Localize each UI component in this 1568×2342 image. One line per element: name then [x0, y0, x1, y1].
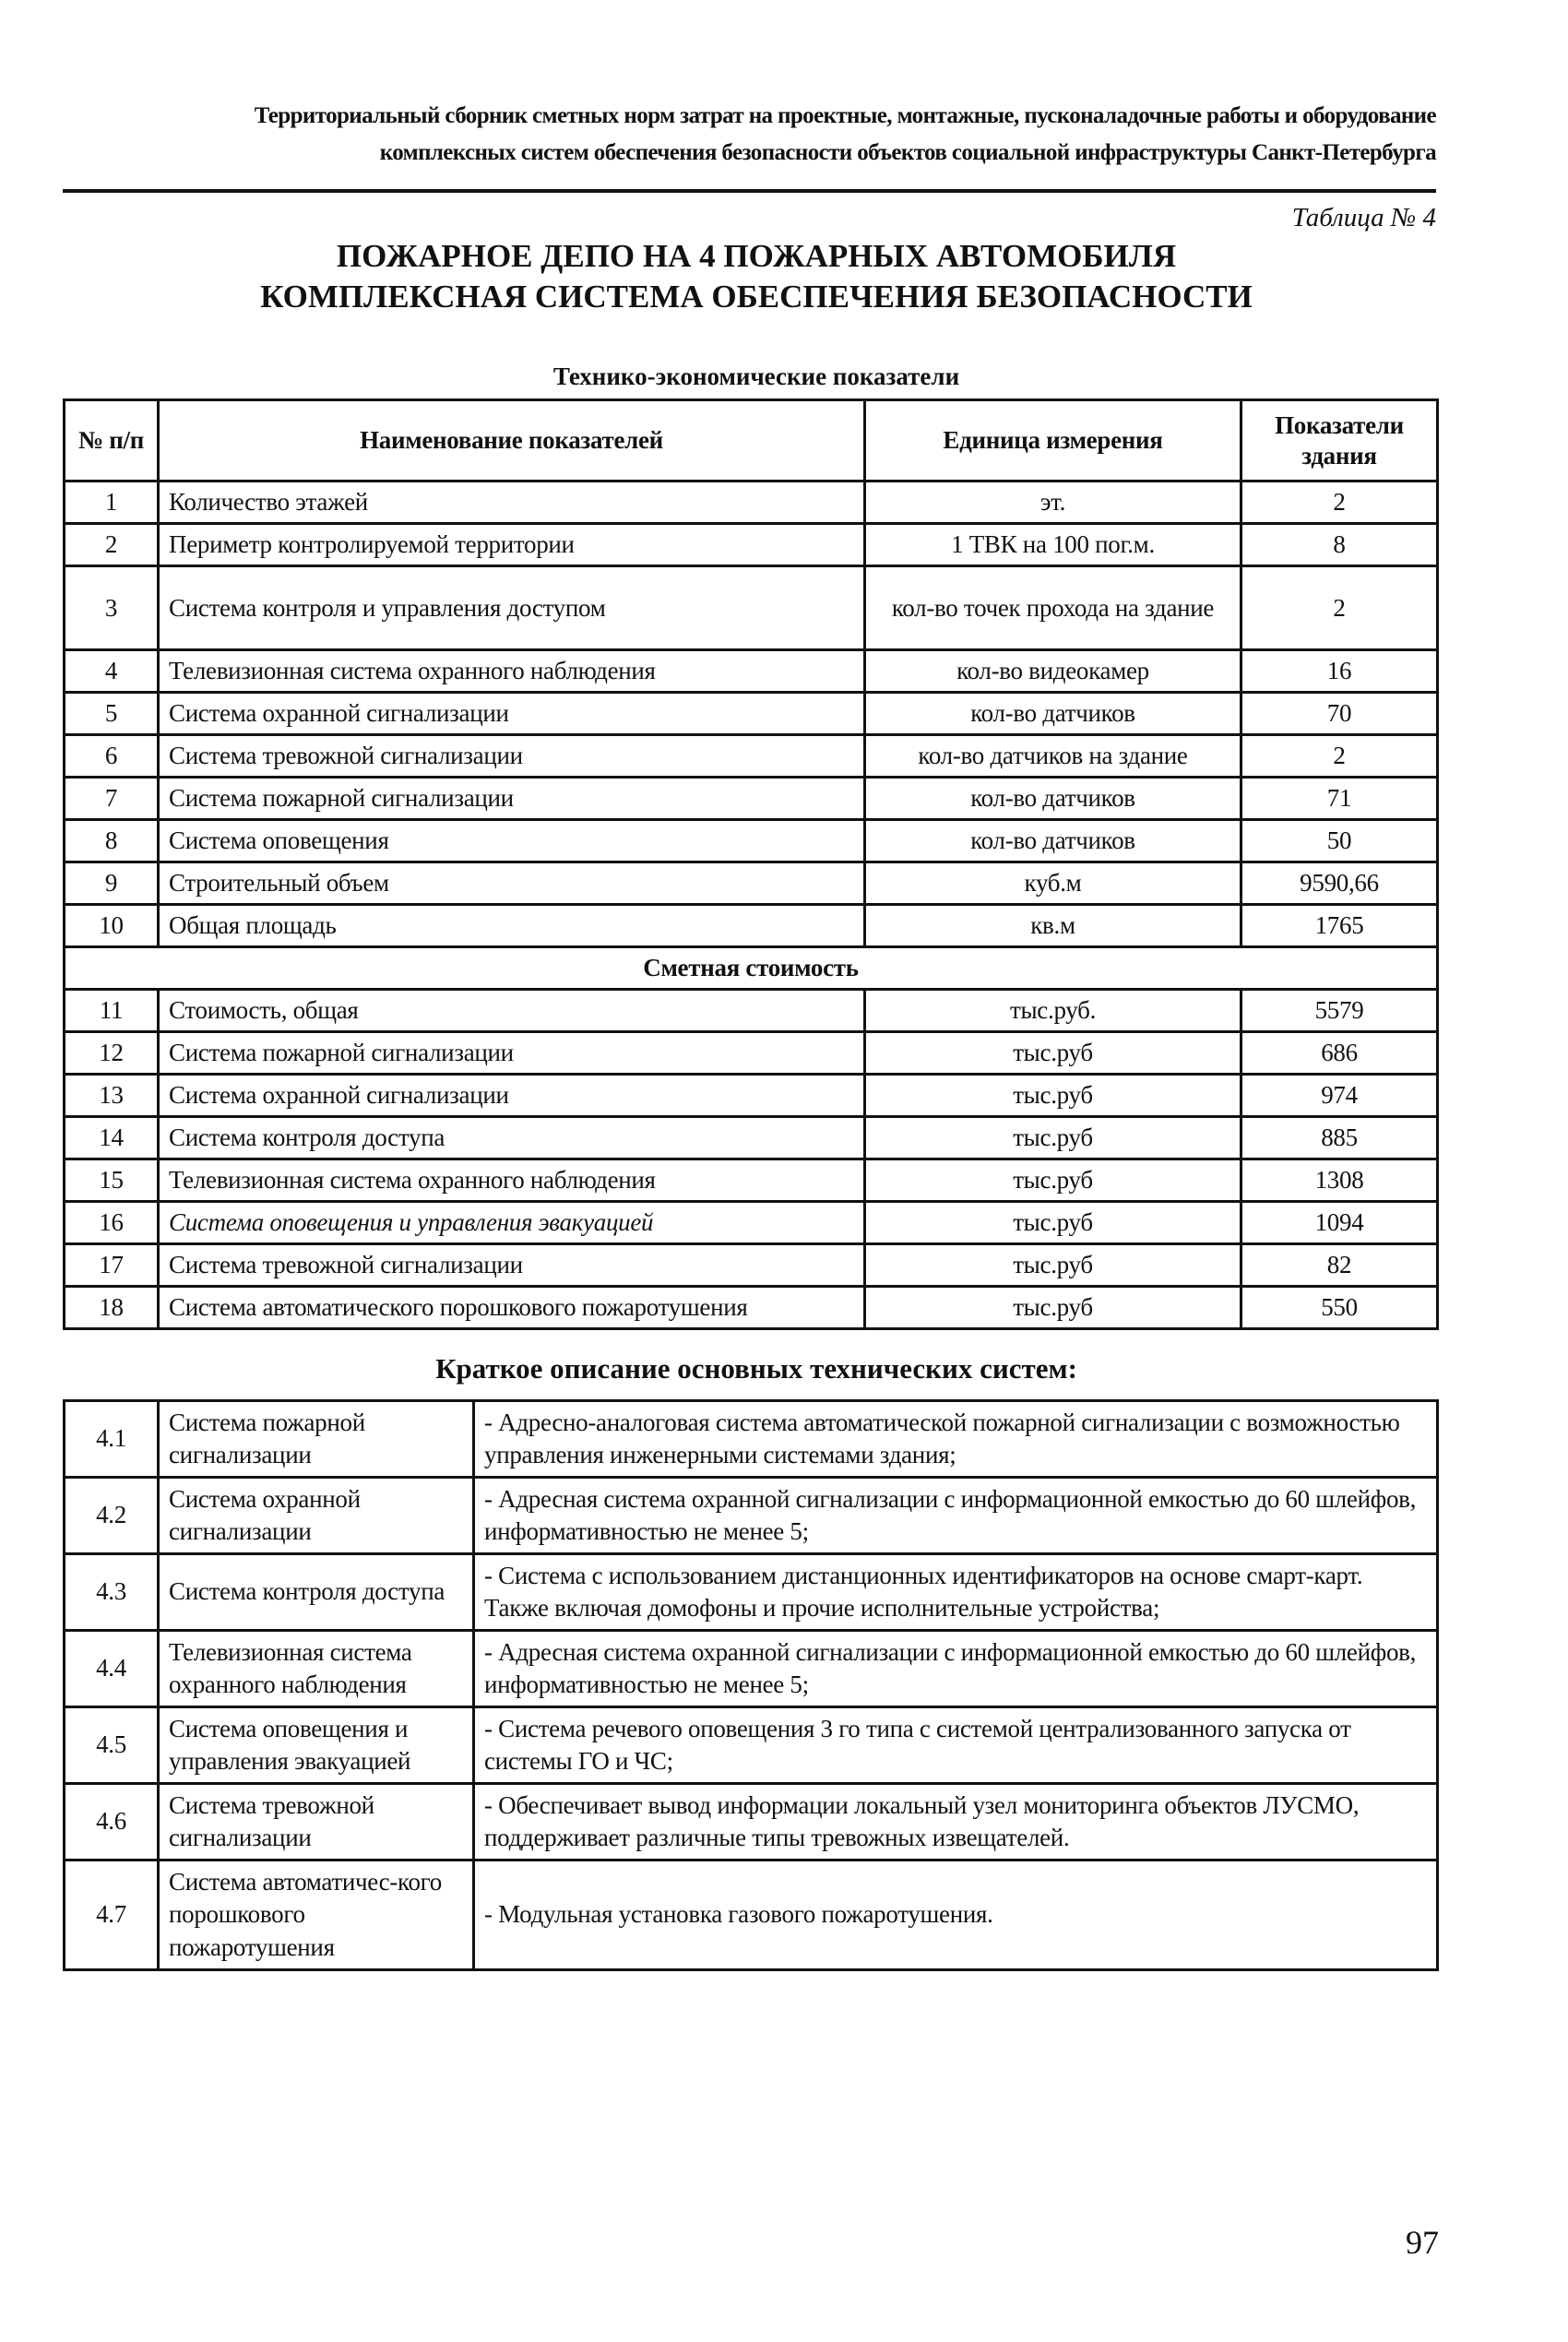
row-unit: тыс.руб: [865, 1202, 1241, 1244]
table-row: [65, 862, 1438, 905]
row-number: 10: [65, 905, 159, 947]
section-row: [65, 947, 1438, 990]
row-number: 2: [65, 524, 159, 566]
running-header-line-2: комплексных систем обеспечения безопасности объектов социальной инфраструктуры Санкт-Петербурга: [379, 140, 1436, 165]
row-value: 71: [1241, 778, 1438, 820]
row-number: 17: [65, 1244, 159, 1287]
table-row: [65, 778, 1438, 820]
page-title-line-1: ПОЖАРНОЕ ДЕПО НА 4 ПОЖАРНЫХ АВТОМОБИЛЯ: [336, 238, 1177, 274]
system-name: Система охранной сигнализации: [159, 1478, 474, 1554]
row-value: 50: [1241, 820, 1438, 862]
col-number: № п/п: [65, 400, 159, 481]
row-number: 18: [65, 1287, 159, 1329]
system-row: [65, 1784, 1438, 1861]
row-number: 15: [65, 1159, 159, 1202]
running-header-line-1: Территориальный сборник сметных норм затрат на проектные, монтажные, пусконаладочные работы и оборудование: [254, 103, 1436, 128]
row-name: Система контроля доступа: [159, 1117, 865, 1159]
table-row: [65, 990, 1438, 1032]
row-value: 2: [1241, 735, 1438, 778]
row-unit: кв.м: [865, 905, 1241, 947]
row-unit: тыс.руб: [865, 1244, 1241, 1287]
row-number: 14: [65, 1117, 159, 1159]
row-unit: куб.м: [865, 862, 1241, 905]
row-value: 2: [1241, 481, 1438, 524]
row-unit: кол-во датчиков: [865, 820, 1241, 862]
system-description: - Система речевого оповещения 3 го типа с системой централизованного запуска от системы ГО и ЧС;: [474, 1707, 1438, 1784]
table-row: [65, 735, 1438, 778]
systems-table: [63, 1399, 1439, 1971]
row-name: Телевизионная система охранного наблюдения: [159, 650, 865, 693]
row-value: 2: [1241, 566, 1438, 650]
row-name: Система пожарной сигнализации: [159, 1032, 865, 1075]
table-row: [65, 1075, 1438, 1117]
col-name: Наименование показателей: [159, 400, 865, 481]
row-name: Система охранной сигнализации: [159, 693, 865, 735]
row-number: 12: [65, 1032, 159, 1075]
system-row: [65, 1478, 1438, 1554]
row-unit: тыс.руб: [865, 1117, 1241, 1159]
row-unit: кол-во датчиков на здание: [865, 735, 1241, 778]
table-row: [65, 1117, 1438, 1159]
page-title-line-2: КОМПЛЕКСНАЯ СИСТЕМА ОБЕСПЕЧЕНИЯ БЕЗОПАСНОСТИ: [260, 279, 1253, 315]
row-value: 974: [1241, 1075, 1438, 1117]
row-name: Система охранной сигнализации: [159, 1075, 865, 1117]
row-value: 8: [1241, 524, 1438, 566]
row-value: 82: [1241, 1244, 1438, 1287]
system-row: [65, 1861, 1438, 1970]
system-description: - Адресная система охранной сигнализации с информационной емкостью до 60 шлейфов, информативностью не менее 5;: [474, 1478, 1438, 1554]
system-number: 4.6: [65, 1784, 159, 1861]
row-value: 885: [1241, 1117, 1438, 1159]
system-name: Система пожарной сигнализации: [159, 1401, 474, 1478]
row-name: Общая площадь: [159, 905, 865, 947]
row-unit: кол-во датчиков: [865, 693, 1241, 735]
system-row: [65, 1554, 1438, 1631]
row-name: Строительный объем: [159, 862, 865, 905]
row-name: Система оповещения: [159, 820, 865, 862]
indicators-caption: Технико-экономические показатели: [552, 363, 960, 390]
system-name: Система тревожной сигнализации: [159, 1784, 474, 1861]
row-unit: 1 ТВК на 100 пог.м.: [865, 524, 1241, 566]
row-unit: эт.: [865, 481, 1241, 524]
col-unit: Единица измерения: [865, 400, 1241, 481]
row-name: Система пожарной сигнализации: [159, 778, 865, 820]
row-unit: кол-во точек прохода на здание: [865, 566, 1241, 650]
system-description: - Обеспечивает вывод информации локальный узел мониторинга объектов ЛУСМО, поддерживает различные типы тревожных извещателей.: [474, 1784, 1438, 1861]
system-number: 4.4: [65, 1631, 159, 1707]
table-row: [65, 1159, 1438, 1202]
systems-caption: Краткое описание основных технических систем:: [435, 1352, 1077, 1385]
indicators-table: [63, 398, 1439, 1330]
row-number: 8: [65, 820, 159, 862]
system-number: 4.2: [65, 1478, 159, 1554]
row-value: 550: [1241, 1287, 1438, 1329]
system-name: Система оповещения и управления эвакуацией: [159, 1707, 474, 1784]
table-row: [65, 650, 1438, 693]
col-value: Показатели здания: [1241, 400, 1438, 481]
row-number: 9: [65, 862, 159, 905]
row-name: Телевизионная система охранного наблюдения: [159, 1159, 865, 1202]
table-row: [65, 1287, 1438, 1329]
row-number: 3: [65, 566, 159, 650]
row-unit: тыс.руб: [865, 1075, 1241, 1117]
system-row: [65, 1707, 1438, 1784]
row-number: 5: [65, 693, 159, 735]
table-row: [65, 566, 1438, 650]
system-name: Система автоматичес-кого порошкового пожаротушения: [159, 1861, 474, 1970]
row-unit: тыс.руб: [865, 1032, 1241, 1075]
row-value: 16: [1241, 650, 1438, 693]
table-row: [65, 1202, 1438, 1244]
row-name: Система контроля и управления доступом: [159, 566, 865, 650]
table-header-row: [65, 400, 1438, 481]
row-name: Количество этажей: [159, 481, 865, 524]
row-name: Стоимость, общая: [159, 990, 865, 1032]
row-number: 11: [65, 990, 159, 1032]
row-name: Система оповещения и управления эвакуацией: [159, 1202, 865, 1244]
row-name: Система автоматического порошкового пожаротушения: [159, 1287, 865, 1329]
row-value: 1765: [1241, 905, 1438, 947]
table-row: [65, 524, 1438, 566]
system-row: [65, 1401, 1438, 1478]
row-name: Периметр контролируемой территории: [159, 524, 865, 566]
row-value: 5579: [1241, 990, 1438, 1032]
row-value: 686: [1241, 1032, 1438, 1075]
row-number: 13: [65, 1075, 159, 1117]
page-number: 97: [1406, 2224, 1439, 2261]
row-unit: тыс.руб: [865, 1287, 1241, 1329]
table-label: Таблица № 4: [1291, 203, 1436, 232]
system-number: 4.5: [65, 1707, 159, 1784]
row-value: 9590,66: [1241, 862, 1438, 905]
table-row: [65, 693, 1438, 735]
row-number: 1: [65, 481, 159, 524]
table-row: [65, 481, 1438, 524]
system-name: Система контроля доступа: [159, 1554, 474, 1631]
system-number: 4.7: [65, 1861, 159, 1970]
row-name: Система тревожной сигнализации: [159, 1244, 865, 1287]
section-heading: Сметная стоимость: [65, 947, 1438, 990]
row-value: 1094: [1241, 1202, 1438, 1244]
system-row: [65, 1631, 1438, 1707]
row-number: 16: [65, 1202, 159, 1244]
system-description: - Модульная установка газового пожаротушения.: [474, 1861, 1438, 1970]
table-row: [65, 1032, 1438, 1075]
row-number: 4: [65, 650, 159, 693]
table-row: [65, 1244, 1438, 1287]
row-number: 6: [65, 735, 159, 778]
row-unit: кол-во видеокамер: [865, 650, 1241, 693]
row-number: 7: [65, 778, 159, 820]
system-description: - Адресно-аналоговая система автоматической пожарной сигнализации с возможностью управления инженерными системами здания;: [474, 1401, 1438, 1478]
system-number: 4.3: [65, 1554, 159, 1631]
row-unit: кол-во датчиков: [865, 778, 1241, 820]
row-name: Система тревожной сигнализации: [159, 735, 865, 778]
header-rule: [63, 189, 1436, 193]
system-name: Телевизионная система охранного наблюдения: [159, 1631, 474, 1707]
row-value: 1308: [1241, 1159, 1438, 1202]
system-description: - Адресная система охранной сигнализации с информационной емкостью до 60 шлейфов, информативностью не менее 5;: [474, 1631, 1438, 1707]
system-number: 4.1: [65, 1401, 159, 1478]
row-value: 70: [1241, 693, 1438, 735]
table-row: [65, 905, 1438, 947]
row-unit: тыс.руб: [865, 1159, 1241, 1202]
table-row: [65, 820, 1438, 862]
system-description: - Система с использованием дистанционных идентификаторов на основе смарт-карт. Также включая домофоны и прочие исполнительные устройства;: [474, 1554, 1438, 1631]
row-unit: тыс.руб.: [865, 990, 1241, 1032]
